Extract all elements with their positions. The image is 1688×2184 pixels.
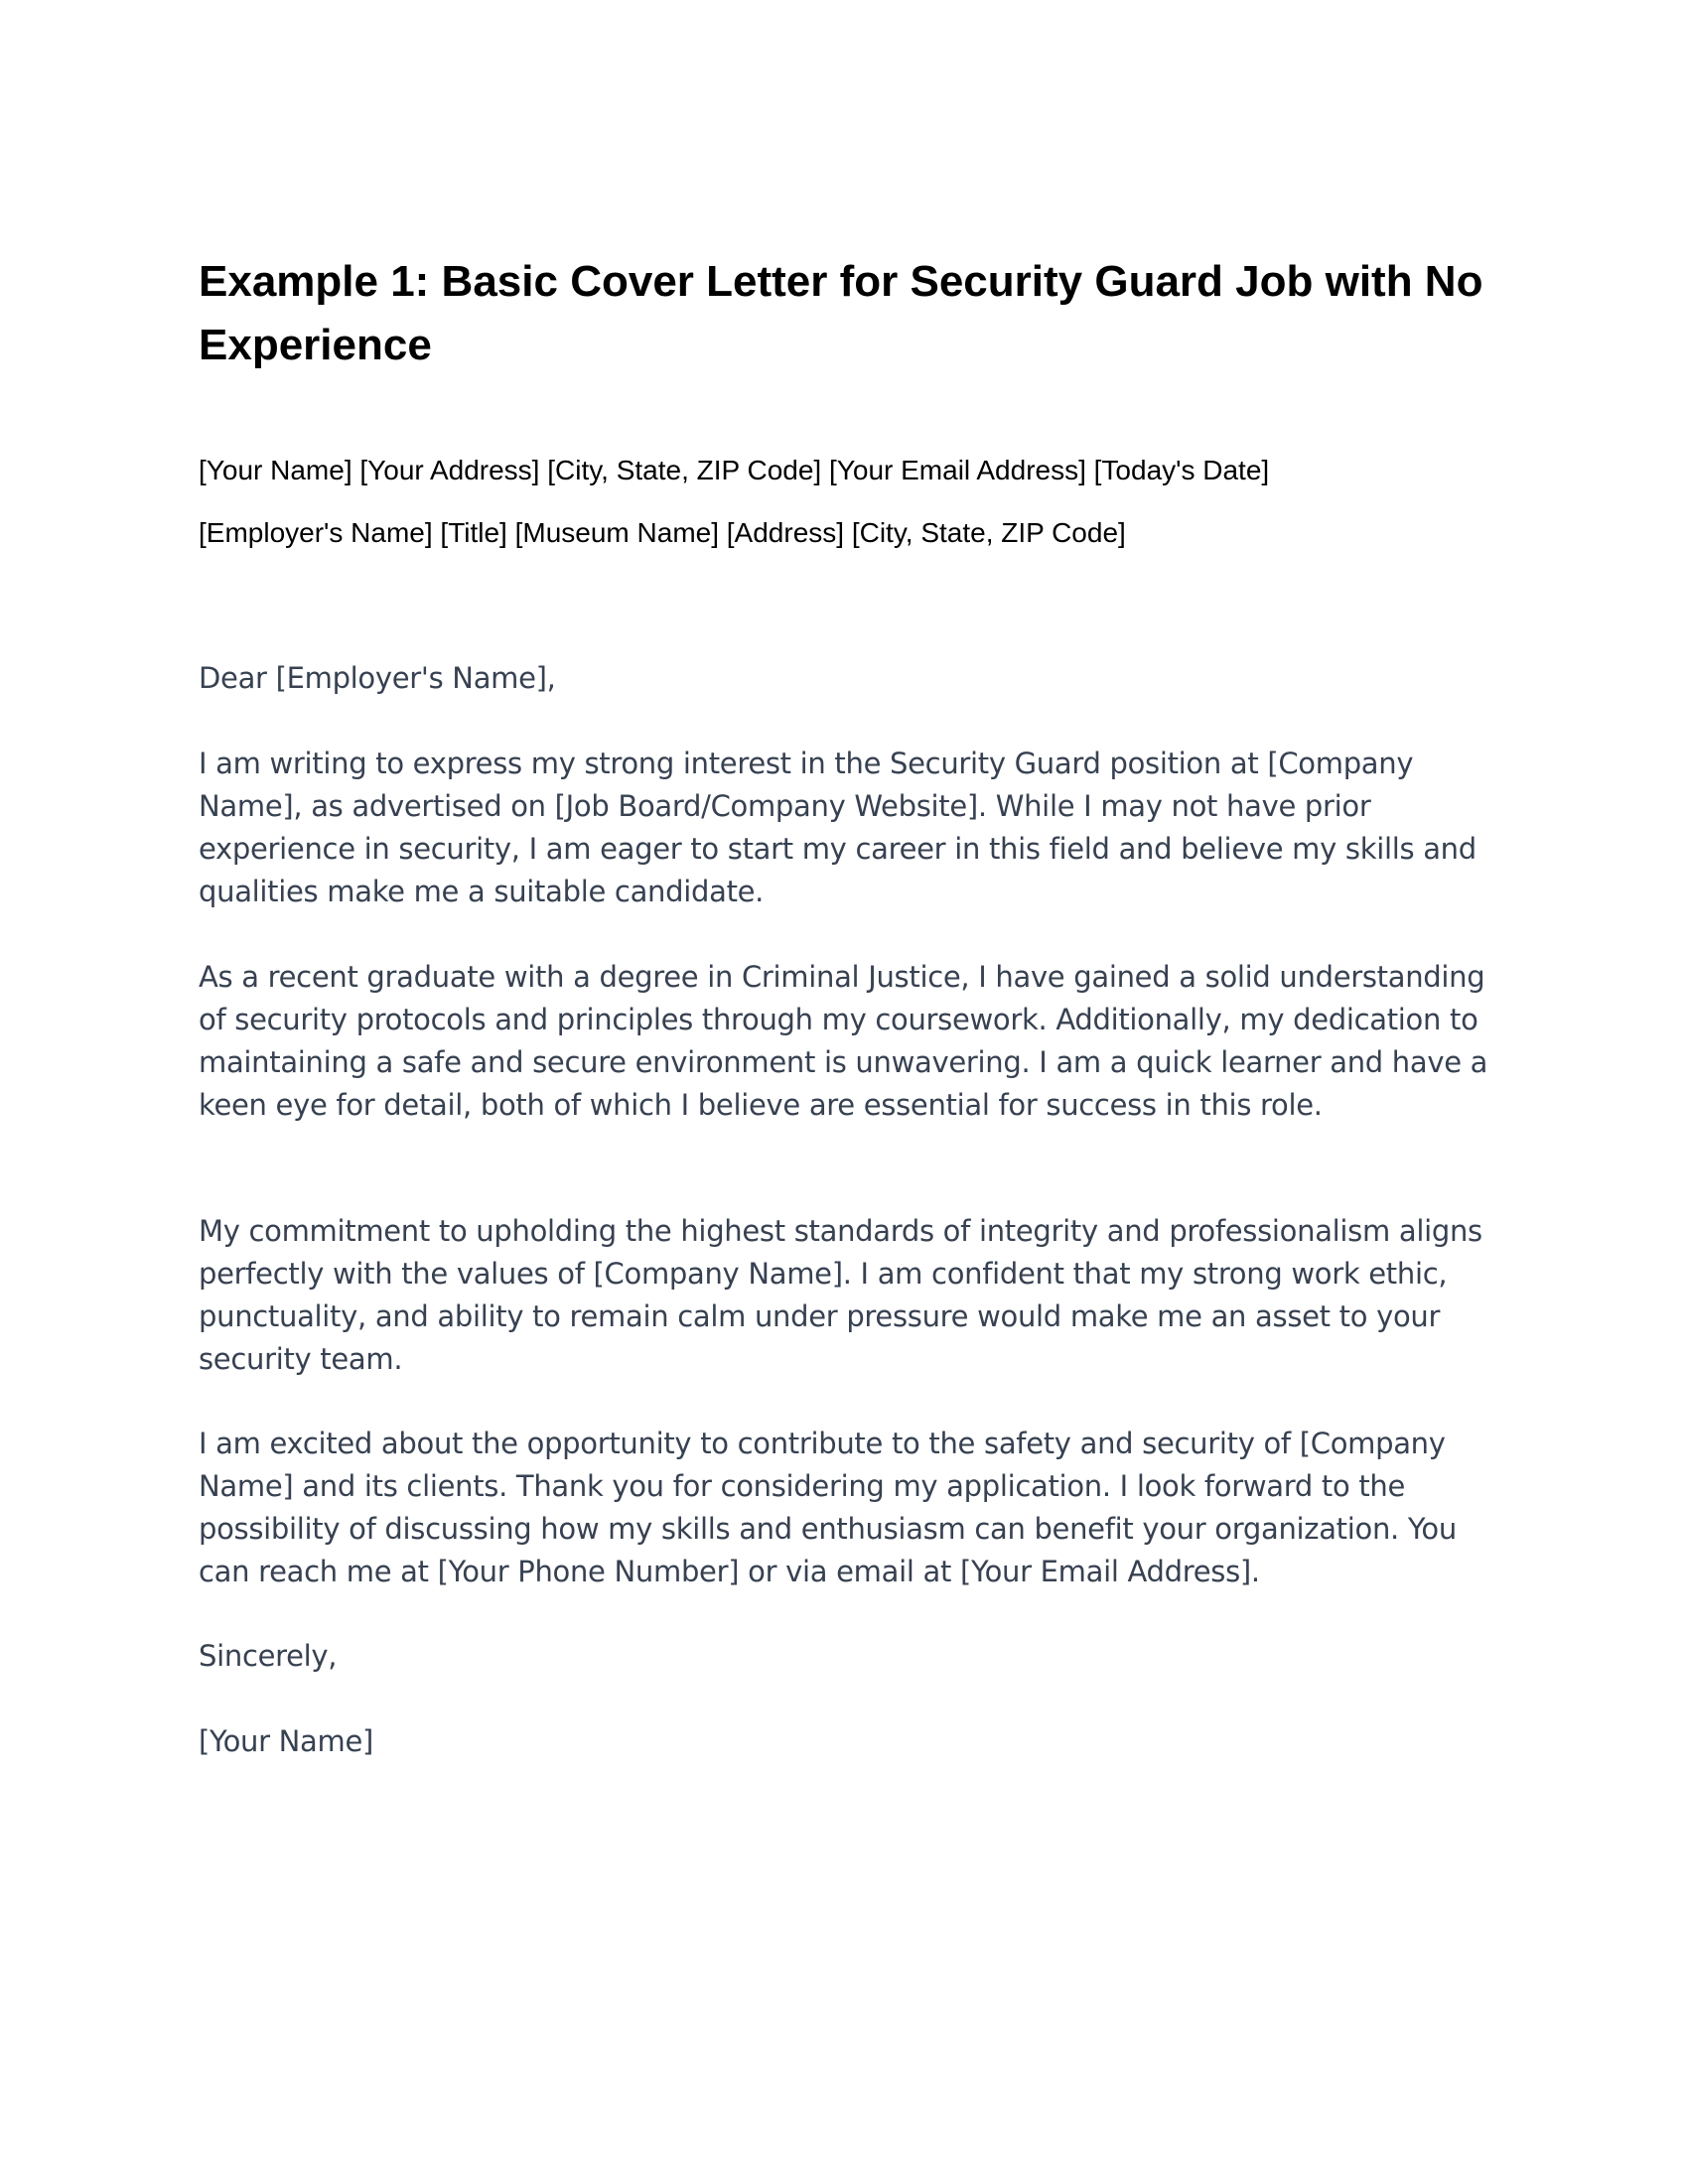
- body-paragraph-3: My commitment to upholding the highest standards of integrity and professionalism aligns perfectly with the values of [Company Name]. I am confident that my strong work ethic, punctuality, and ability to remain calm under pressure would make me an asset to your security team.: [199, 1214, 1482, 1376]
- signature: [Your Name]: [199, 1724, 374, 1758]
- body-paragraph-1: I am writing to express my strong interest in the Security Guard position at [Company Name], as advertised on [Job Board/Company Website]. While I may not have prior experience in security, I am eager to start my career in this field and believe my skills and qualities make me a suitable candidate.: [199, 747, 1477, 908]
- salutation: Dear [Employer's Name],: [199, 661, 556, 695]
- sender-info: [Your Name] [Your Address] [City, State, ZIP Code] [Your Email Address] [Today's Date]: [199, 455, 1270, 485]
- recipient-info: [Employer's Name] [Title] [Museum Name] [Address] [City, State, ZIP Code]: [199, 517, 1126, 548]
- body-paragraph-4: I am excited about the opportunity to contribute to the safety and security of [Company Name] and its clients. Thank you for considering my application. I look forward to the possibility of discussing how my skills and enthusiasm can benefit your organization. You can reach me at [Your Phone Number] or via email at [Your Email Address].: [199, 1427, 1457, 1588]
- body-paragraph-2: As a recent graduate with a degree in Criminal Justice, I have gained a solid understanding of security protocols and principles through my coursework. Additionally, my dedication to maintaining a safe and secure environment is unwavering. I am a quick learner and have a keen eye for detail, both of which I believe are essential for success in this role.: [199, 960, 1488, 1122]
- document-title: Example 1: Basic Cover Letter for Security Guard Job with No Experience: [199, 257, 1483, 369]
- closing: Sincerely,: [199, 1639, 338, 1673]
